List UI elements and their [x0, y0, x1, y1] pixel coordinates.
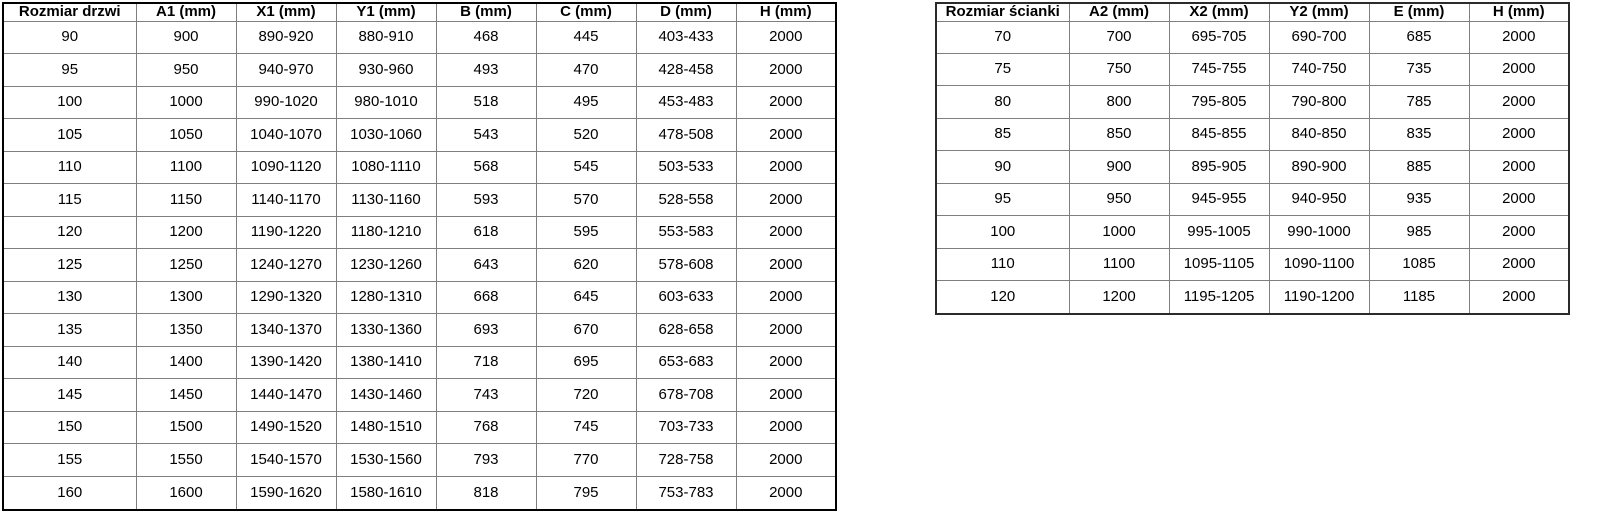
table-cell: 695	[536, 346, 636, 379]
table-cell: 568	[436, 151, 536, 184]
table-cell: 620	[536, 249, 636, 282]
table-cell: 545	[536, 151, 636, 184]
column-header: Y2 (mm)	[1269, 3, 1369, 21]
table-cell: 105	[3, 119, 136, 152]
table-cell: 95	[3, 54, 136, 87]
table-cell: 795	[536, 476, 636, 510]
table-row	[936, 183, 1569, 215]
table-cell: 793	[436, 444, 536, 477]
table-cell: 1340-1370	[236, 314, 336, 347]
table-cell: 850	[1069, 118, 1169, 150]
table-cell: 2000	[736, 476, 836, 510]
table-cell: 745	[536, 411, 636, 444]
wall-sizes-table	[935, 2, 1570, 315]
table-cell: 453-483	[636, 86, 736, 119]
table-cell: 140	[3, 346, 136, 379]
table-cell: 75	[936, 53, 1069, 85]
table-cell: 120	[936, 281, 1069, 315]
table-cell: 125	[3, 249, 136, 282]
table-cell: 750	[1069, 53, 1169, 85]
table-row	[3, 54, 836, 87]
table-cell: 930-960	[336, 54, 436, 87]
table-cell: 990-1020	[236, 86, 336, 119]
table-cell: 695-705	[1169, 21, 1269, 53]
table-cell: 2000	[736, 314, 836, 347]
table-cell: 70	[936, 21, 1069, 53]
table-cell: 645	[536, 281, 636, 314]
table-cell: 2000	[1469, 21, 1569, 53]
table-cell: 90	[3, 21, 136, 54]
table-cell: 900	[1069, 151, 1169, 183]
table-cell: 1100	[1069, 248, 1169, 280]
table-cell: 835	[1369, 118, 1469, 150]
table-cell: 2000	[1469, 183, 1569, 215]
table-cell: 2000	[1469, 118, 1569, 150]
table-row	[3, 21, 836, 54]
column-header: H (mm)	[736, 3, 836, 21]
table-cell: 700	[1069, 21, 1169, 53]
table-cell: 110	[936, 248, 1069, 280]
table-cell: 890-900	[1269, 151, 1369, 183]
table-cell: 1480-1510	[336, 411, 436, 444]
table-cell: 2000	[736, 119, 836, 152]
table-cell: 553-583	[636, 216, 736, 249]
table-cell: 1030-1060	[336, 119, 436, 152]
table-cell: 2000	[736, 216, 836, 249]
table-cell: 1040-1070	[236, 119, 336, 152]
table-cell: 518	[436, 86, 536, 119]
table-row	[936, 53, 1569, 85]
column-header: B (mm)	[436, 3, 536, 21]
table-cell: 735	[1369, 53, 1469, 85]
table-row	[3, 411, 836, 444]
table-cell: 403-433	[636, 21, 736, 54]
table-cell: 2000	[736, 184, 836, 217]
table-cell: 150	[3, 411, 136, 444]
table-cell: 845-855	[1169, 118, 1269, 150]
table-cell: 1130-1160	[336, 184, 436, 217]
table-cell: 935	[1369, 183, 1469, 215]
table-cell: 900	[136, 21, 236, 54]
table-row	[3, 476, 836, 510]
table-cell: 2000	[736, 346, 836, 379]
table-cell: 2000	[1469, 248, 1569, 280]
table-cell: 728-758	[636, 444, 736, 477]
table-row	[3, 119, 836, 152]
table-cell: 1550	[136, 444, 236, 477]
table-cell: 1185	[1369, 281, 1469, 315]
column-header: A1 (mm)	[136, 3, 236, 21]
column-header: E (mm)	[1369, 3, 1469, 21]
table-cell: 1100	[136, 151, 236, 184]
table-cell: 2000	[1469, 216, 1569, 248]
table-cell: 595	[536, 216, 636, 249]
table-cell: 980-1010	[336, 86, 436, 119]
table-cell: 1380-1410	[336, 346, 436, 379]
table-cell: 2000	[736, 281, 836, 314]
table-cell: 1500	[136, 411, 236, 444]
table-row	[3, 216, 836, 249]
table-cell: 718	[436, 346, 536, 379]
table-cell: 628-658	[636, 314, 736, 347]
table-cell: 1195-1205	[1169, 281, 1269, 315]
table-cell: 1400	[136, 346, 236, 379]
table-cell: 1230-1260	[336, 249, 436, 282]
table-row	[3, 281, 836, 314]
table-cell: 1140-1170	[236, 184, 336, 217]
table-row	[3, 151, 836, 184]
table-cell: 445	[536, 21, 636, 54]
table-row	[3, 86, 836, 119]
column-header: C (mm)	[536, 3, 636, 21]
table-cell: 1390-1420	[236, 346, 336, 379]
table-cell: 1440-1470	[236, 379, 336, 412]
table-cell: 100	[3, 86, 136, 119]
table-cell: 1090-1100	[1269, 248, 1369, 280]
table-cell: 1250	[136, 249, 236, 282]
table-cell: 1200	[136, 216, 236, 249]
table-cell: 618	[436, 216, 536, 249]
table-cell: 120	[3, 216, 136, 249]
table-cell: 2000	[736, 444, 836, 477]
table-cell: 1180-1210	[336, 216, 436, 249]
table-cell: 468	[436, 21, 536, 54]
table-cell: 800	[1069, 86, 1169, 118]
table-cell: 493	[436, 54, 536, 87]
table-cell: 1590-1620	[236, 476, 336, 510]
table-cell: 2000	[736, 54, 836, 87]
table-cell: 895-905	[1169, 151, 1269, 183]
column-header: Y1 (mm)	[336, 3, 436, 21]
table-cell: 603-633	[636, 281, 736, 314]
header-row	[936, 3, 1569, 21]
table-cell: 1190-1220	[236, 216, 336, 249]
table-cell: 678-708	[636, 379, 736, 412]
table-row	[936, 151, 1569, 183]
column-header: D (mm)	[636, 3, 736, 21]
table-cell: 740-750	[1269, 53, 1369, 85]
table-cell: 940-950	[1269, 183, 1369, 215]
table-cell: 990-1000	[1269, 216, 1369, 248]
column-header: Rozmiar ścianki	[936, 3, 1069, 21]
column-header: A2 (mm)	[1069, 3, 1169, 21]
table-cell: 1200	[1069, 281, 1169, 315]
table-cell: 880-910	[336, 21, 436, 54]
table-cell: 1600	[136, 476, 236, 510]
table-cell: 100	[936, 216, 1069, 248]
table-cell: 115	[3, 184, 136, 217]
table-cell: 945-955	[1169, 183, 1269, 215]
table-cell: 1150	[136, 184, 236, 217]
table-cell: 745-755	[1169, 53, 1269, 85]
table-cell: 1090-1120	[236, 151, 336, 184]
table-cell: 685	[1369, 21, 1469, 53]
door-sizes-table	[2, 2, 837, 511]
table-cell: 1580-1610	[336, 476, 436, 510]
table-cell: 1095-1105	[1169, 248, 1269, 280]
table-row	[936, 21, 1569, 53]
table-cell: 670	[536, 314, 636, 347]
table-cell: 1350	[136, 314, 236, 347]
table-cell: 570	[536, 184, 636, 217]
table-cell: 690-700	[1269, 21, 1369, 53]
table-cell: 2000	[736, 86, 836, 119]
table-cell: 785	[1369, 86, 1469, 118]
table-cell: 135	[3, 314, 136, 347]
table-cell: 1540-1570	[236, 444, 336, 477]
table-cell: 2000	[736, 379, 836, 412]
table-row	[3, 379, 836, 412]
table-cell: 768	[436, 411, 536, 444]
table-cell: 720	[536, 379, 636, 412]
table-cell: 470	[536, 54, 636, 87]
table-cell: 130	[3, 281, 136, 314]
column-header: X1 (mm)	[236, 3, 336, 21]
table-cell: 1490-1520	[236, 411, 336, 444]
table-cell: 743	[436, 379, 536, 412]
table-cell: 985	[1369, 216, 1469, 248]
table-row	[936, 86, 1569, 118]
table-row	[3, 444, 836, 477]
table-cell: 503-533	[636, 151, 736, 184]
table-cell: 478-508	[636, 119, 736, 152]
table-cell: 1530-1560	[336, 444, 436, 477]
table-cell: 668	[436, 281, 536, 314]
table-cell: 80	[936, 86, 1069, 118]
table-cell: 940-970	[236, 54, 336, 87]
table-cell: 578-608	[636, 249, 736, 282]
table-cell: 2000	[736, 249, 836, 282]
table-cell: 2000	[1469, 53, 1569, 85]
table-cell: 1085	[1369, 248, 1469, 280]
table-cell: 2000	[1469, 151, 1569, 183]
table-row	[936, 216, 1569, 248]
table-cell: 770	[536, 444, 636, 477]
table-cell: 2000	[1469, 86, 1569, 118]
table-cell: 495	[536, 86, 636, 119]
table-row	[3, 249, 836, 282]
table-cell: 1280-1310	[336, 281, 436, 314]
table-cell: 2000	[736, 411, 836, 444]
table-cell: 2000	[1469, 281, 1569, 315]
table-row	[3, 346, 836, 379]
column-header: X2 (mm)	[1169, 3, 1269, 21]
table-cell: 693	[436, 314, 536, 347]
table-row	[936, 248, 1569, 280]
table-cell: 1300	[136, 281, 236, 314]
table-cell: 840-850	[1269, 118, 1369, 150]
table-cell: 95	[936, 183, 1069, 215]
table-cell: 145	[3, 379, 136, 412]
table-cell: 885	[1369, 151, 1469, 183]
table-cell: 753-783	[636, 476, 736, 510]
table-cell: 528-558	[636, 184, 736, 217]
table-cell: 1000	[1069, 216, 1169, 248]
table-cell: 593	[436, 184, 536, 217]
table-row	[936, 281, 1569, 315]
table-cell: 1290-1320	[236, 281, 336, 314]
table-cell: 543	[436, 119, 536, 152]
header-row	[3, 3, 836, 21]
table-cell: 85	[936, 118, 1069, 150]
table-cell: 90	[936, 151, 1069, 183]
table-cell: 1080-1110	[336, 151, 436, 184]
table-cell: 428-458	[636, 54, 736, 87]
table-cell: 790-800	[1269, 86, 1369, 118]
column-header: Rozmiar drzwi	[3, 3, 136, 21]
table-row	[3, 184, 836, 217]
table-cell: 795-805	[1169, 86, 1269, 118]
table-row	[936, 118, 1569, 150]
table-cell: 653-683	[636, 346, 736, 379]
table-cell: 2000	[736, 21, 836, 54]
table-cell: 950	[136, 54, 236, 87]
table-cell: 2000	[736, 151, 836, 184]
table-cell: 950	[1069, 183, 1169, 215]
table-cell: 155	[3, 444, 136, 477]
table-cell: 1000	[136, 86, 236, 119]
table-cell: 995-1005	[1169, 216, 1269, 248]
table-cell: 1050	[136, 119, 236, 152]
table-cell: 520	[536, 119, 636, 152]
table-cell: 1450	[136, 379, 236, 412]
table-cell: 1430-1460	[336, 379, 436, 412]
table-cell: 818	[436, 476, 536, 510]
table-cell: 1330-1360	[336, 314, 436, 347]
table-cell: 703-733	[636, 411, 736, 444]
table-cell: 160	[3, 476, 136, 510]
table-cell: 1190-1200	[1269, 281, 1369, 315]
table-cell: 890-920	[236, 21, 336, 54]
table-cell: 1240-1270	[236, 249, 336, 282]
table-row	[3, 314, 836, 347]
table-cell: 643	[436, 249, 536, 282]
column-header: H (mm)	[1469, 3, 1569, 21]
table-cell: 110	[3, 151, 136, 184]
